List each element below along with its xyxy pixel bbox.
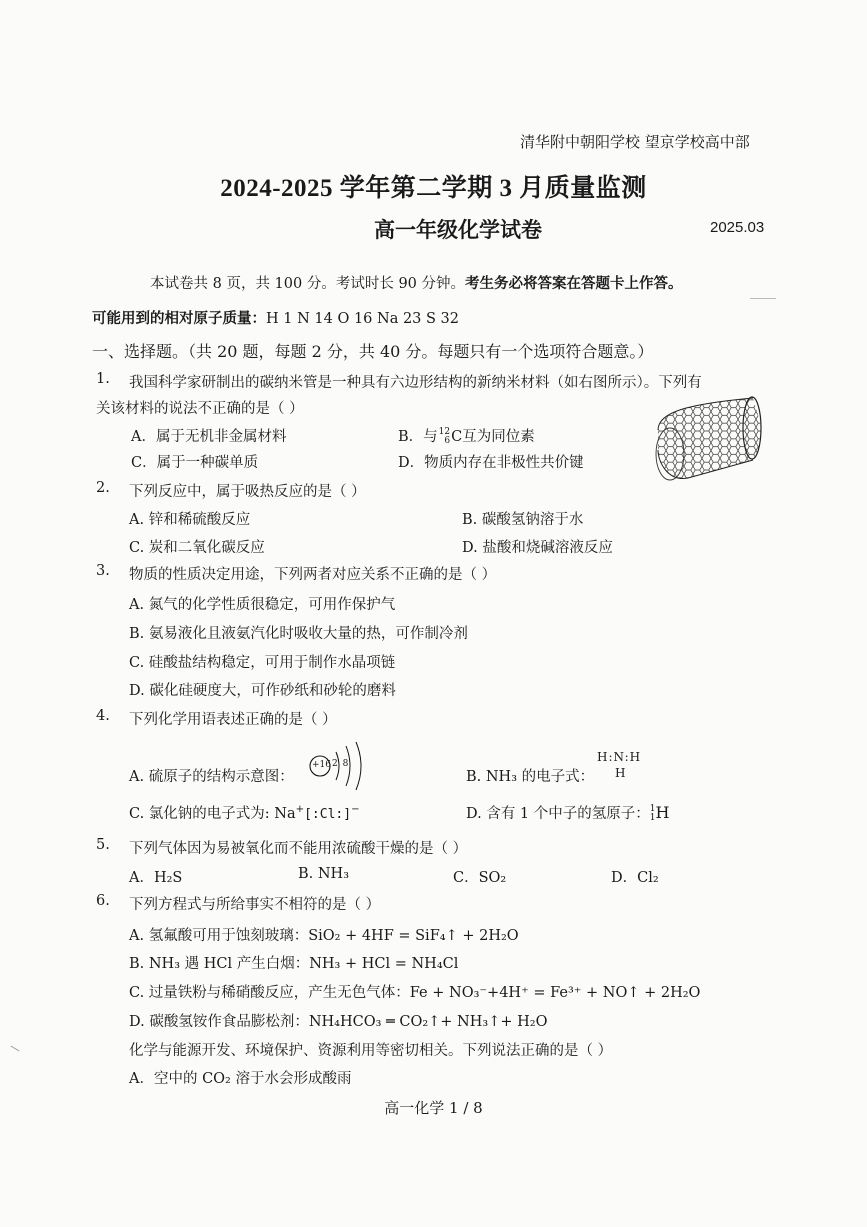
question-2-option-d: D. 盐酸和烧碱溶液反应 [462, 540, 613, 556]
question-5-option-c: C．SO₂ [453, 870, 507, 886]
atomic-number: 6 [444, 436, 451, 446]
option-b-prefix: B．与 [398, 429, 438, 445]
question-5-stem: 下列气体因为易被氧化而不能用浓硫酸干燥的是（ ） [129, 841, 468, 857]
sulfur-shell-labels: 2 8 [332, 759, 350, 769]
question-number: 3. [96, 563, 110, 579]
note-bold: 考生务必将答案在答题卡上作答。 [465, 275, 683, 292]
scan-mark [10, 1046, 19, 1052]
atomic-number: 1 [649, 813, 656, 823]
option-d-prefix: D. 含有 1 个中子的氢原子： [466, 806, 650, 822]
masses-label: 可能用到的相对原子质量： [92, 310, 266, 327]
question-7-stem: 化学与能源开发、环境保护、资源利用等密切相关。下列说法正确的是（ ） [129, 1043, 613, 1059]
scan-mark [750, 298, 776, 299]
page-footer: 高一化学 1 / 8 [384, 1099, 483, 1117]
option-c-prefix: C. 氯化钠的电子式为: Na [129, 806, 296, 822]
hydrogen-symbol: H [655, 803, 670, 822]
question-6-option-d: D. 碳酸氢铵作食品膨松剂：NH₄HCO₃ ═ CO₂↑+ NH₃↑+ H₂O [129, 1014, 548, 1030]
question-number: 5. [96, 837, 110, 853]
question-1-option-c: C．属于一种碳单质 [131, 455, 259, 471]
question-6-option-a: A. 氢氟酸可用于蚀刻玻璃：SiO₂ + 4HF = SiF₄↑ + 2H₂O [129, 928, 519, 944]
question-4-option-a: A. 硫原子的结构示意图： [129, 769, 294, 785]
question-7-option-a: A．空中的 CO₂ 溶于水会形成酸雨 [129, 1071, 352, 1087]
question-1-option-a: A．属于无机非金属材料 [131, 429, 287, 445]
note-plain: 本试卷共 8 页，共 100 分。考试时长 90 分钟。 [150, 276, 466, 292]
question-2-option-b: B. 碳酸氢钠溶于水 [462, 512, 584, 528]
question-number: 6. [96, 893, 110, 909]
question-3-option-b: B. 氨易液化且液氨汽化时吸收大量的热，可作制冷剂 [129, 626, 468, 642]
question-6-option-c: C. 过量铁粉与稀硝酸反应，产生无色气体：Fe + NO₃⁻+4H⁺ = Fe³⁺ + NO↑ + 2H₂O [129, 985, 701, 1001]
question-4-stem: 下列化学用语表述正确的是（ ） [129, 712, 337, 728]
exam-title: 2024-2025 学年第二学期 3 月质量监测 [220, 175, 647, 202]
question-3-option-a: A. 氮气的化学性质很稳定，可用作保护气 [129, 597, 396, 613]
question-2-stem: 下列反应中，属于吸热反应的是（ ） [129, 484, 366, 500]
chloride-electron-formula: [:Cl:] [304, 807, 352, 822]
question-5-option-d: D．Cl₂ [611, 870, 659, 886]
question-1-stem-line1: 我国科学家研制出的碳纳米管是一种具有六边形结构的新纳米材料（如右图所示）。下列有 [129, 375, 702, 391]
question-2-option-c: C. 炭和二氧化碳反应 [129, 540, 265, 556]
question-5-option-b: B. NH₃ [298, 866, 350, 882]
question-1-option-d: D．物质内存在非极性共价键 [398, 455, 584, 471]
carbon-nanotube-image [648, 392, 766, 484]
question-number: 4. [96, 708, 110, 724]
question-4-option-d [466, 802, 669, 823]
mass-number: 1 [649, 804, 656, 814]
question-number: 1. [96, 371, 110, 387]
question-4-option-b: B. NH₃ 的电子式： [466, 769, 595, 785]
option-b-suffix: C互为同位素 [451, 429, 535, 445]
question-6-stem: 下列方程式与所给事实不相符的是（ ） [129, 897, 381, 913]
mass-number: 12 [438, 427, 451, 437]
sodium-charge: + [295, 804, 305, 816]
exam-note [150, 272, 683, 293]
question-number: 2. [96, 480, 110, 496]
school-name: 清华附中朝阳学校 望京学校高中部 [520, 133, 750, 151]
isotope-notation [439, 428, 450, 446]
question-1-option-b [398, 425, 535, 446]
question-4-option-c [129, 802, 360, 823]
sulfur-nucleus-label: +16 [312, 760, 331, 770]
nh3-electron-formula-bottom: H [615, 766, 626, 780]
section-title: 一、选择题。（共 20 题，每题 2 分，共 40 分。每题只有一个选项符合题意。） [92, 342, 654, 361]
chloride-charge: − [351, 804, 360, 816]
question-6-option-b: B. NH₃ 遇 HCl 产生白烟：NH₃ + HCl = NH₄Cl [129, 956, 459, 972]
question-5-option-a: A．H₂S [129, 870, 183, 886]
exam-date: 2025.03 [710, 219, 765, 236]
question-3-stem: 物质的性质决定用途，下列两者对应关系不正确的是（ ） [129, 567, 497, 583]
exam-subtitle: 高一年级化学试卷 [374, 217, 542, 242]
nh3-electron-formula-top: H:N:H [597, 750, 642, 764]
question-3-option-d: D. 碳化硅硬度大，可作砂纸和砂轮的磨料 [129, 683, 396, 699]
question-2-option-a: A. 锌和稀硫酸反应 [129, 512, 251, 528]
masses-values: H 1 N 14 O 16 Na 23 S 32 [266, 311, 459, 327]
question-1-stem-line2: 关该材料的说法不正确的是（ ） [96, 401, 304, 417]
question-3-option-c: C. 硅酸盐结构稳定，可用于制作水晶项链 [129, 655, 396, 671]
atomic-masses [92, 307, 459, 328]
